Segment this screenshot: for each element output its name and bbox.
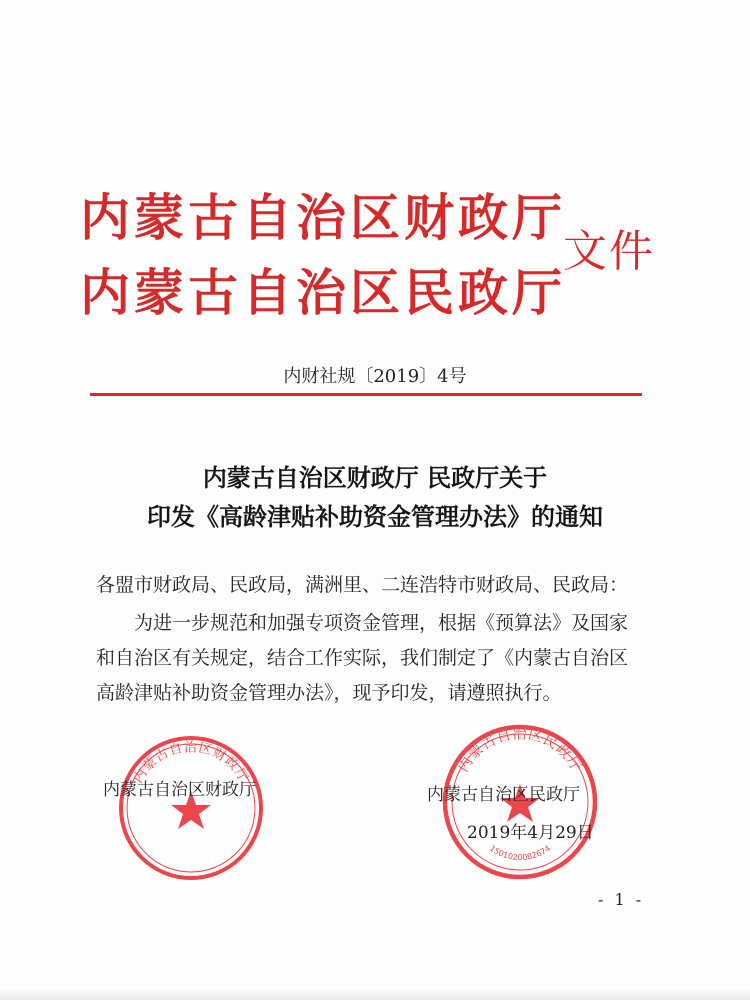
- body-line: 和自治区有关规定，结合工作实际，我们制定了《内蒙古自治区: [96, 647, 629, 669]
- body-line: 为进一步规范和加强专项资金管理，根据《预算法》及国家: [134, 612, 629, 634]
- signatory-civil-affairs: 内蒙古自治区民政厅: [427, 785, 580, 805]
- page-edge: [0, 988, 750, 1000]
- issuing-org-finance: 内蒙古自治区财政厅: [80, 188, 566, 247]
- svg-text:内蒙古自治区财政厅: 内蒙古自治区财政厅: [131, 740, 251, 786]
- notice-title-line-1: 内蒙古自治区财政厅 民政厅关于: [202, 463, 548, 492]
- signatory-finance: 内蒙古自治区财政厅: [103, 780, 256, 800]
- issue-date: 2019年4月29日: [467, 823, 594, 843]
- salutation: 各盟市财政局、民政局，满洲里、二连浩特市财政局、民政局：: [96, 574, 629, 596]
- svg-text:1501020082674: 1501020082674: [487, 843, 553, 862]
- issuing-org-civil-affairs: 内蒙古自治区民政厅: [80, 263, 566, 322]
- official-seal-finance-icon: [116, 733, 266, 883]
- notice-title-line-2: 印发《高龄津贴补助资金管理办法》的通知: [147, 502, 603, 531]
- svg-text:内蒙古自治区民政厅: 内蒙古自治区民政厅: [455, 726, 585, 776]
- page-number: - 1 -: [598, 890, 645, 909]
- red-divider: [90, 393, 642, 396]
- document-number: 内财社规〔2019〕4号: [283, 366, 467, 387]
- body-line: 高龄津贴补助资金管理办法》，现予印发，请遵照执行。: [96, 682, 562, 704]
- doc-type-label: 文件: [563, 226, 655, 277]
